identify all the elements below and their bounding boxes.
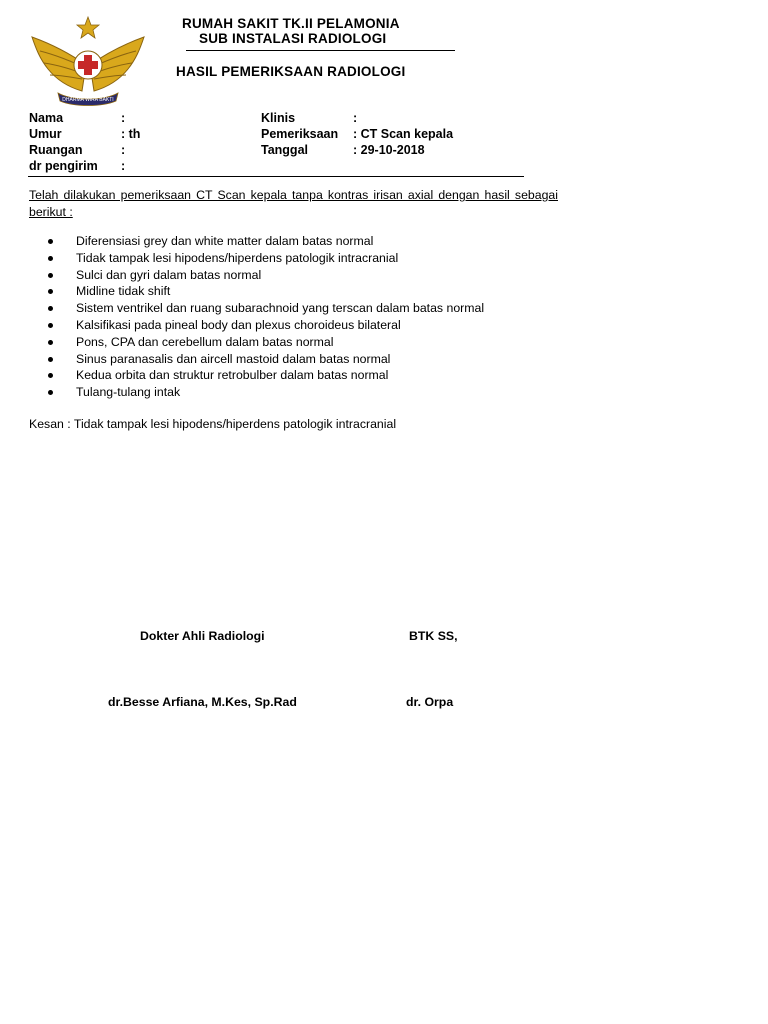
- finding-item: [46, 384, 484, 401]
- bullet-icon: [48, 256, 53, 261]
- bullet-icon: [48, 340, 53, 345]
- finding-item: [46, 300, 484, 317]
- finding-text: Pons, CPA dan cerebellum dalam batas normal: [76, 334, 334, 349]
- hospital-name: RUMAH SAKIT TK.II PELAMONIA: [182, 16, 400, 31]
- finding-text: Sistem ventrikel dan ruang subarachnoid yang terscan dalam batas normal: [76, 301, 485, 316]
- nama-label: Nama: [29, 111, 64, 125]
- klinis-label: Klinis: [261, 111, 296, 125]
- hospital-emblem-logo: [24, 15, 152, 107]
- department-name: SUB INSTALASI RADIOLOGI: [199, 31, 387, 46]
- finding-text: Kedua orbita dan struktur retrobulber dalam batas normal: [76, 368, 389, 383]
- finding-text: Tulang-tulang intak: [76, 385, 181, 400]
- finding-item: [46, 334, 484, 351]
- finding-item: [46, 367, 484, 384]
- finding-text: Diferensiasi grey dan white matter dalam batas normal: [76, 234, 374, 248]
- pengirim-label: dr pengirim: [29, 159, 98, 173]
- pemeriksaan-value: : CT Scan kepala: [353, 127, 454, 141]
- signature-right-name: dr. Orpa: [406, 695, 454, 709]
- finding-text: Midline tidak shift: [76, 284, 171, 299]
- finding-item: [46, 283, 484, 300]
- tanggal-value: : 29-10-2018: [353, 143, 425, 157]
- signature-left-title: Dokter Ahli Radiologi: [140, 629, 265, 643]
- umur-label: Umur: [29, 127, 62, 141]
- finding-item: [46, 317, 484, 334]
- signature-left-name: dr.Besse Arfiana, M.Kes, Sp.Rad: [108, 695, 297, 709]
- pengirim-value: :: [121, 159, 126, 173]
- finding-item: [46, 233, 484, 250]
- finding-text: Tidak tampak lesi hipodens/hiperdens patologik intracranial: [76, 250, 399, 265]
- bullet-icon: [48, 273, 53, 278]
- finding-item: [46, 267, 484, 284]
- finding-item: [46, 250, 484, 267]
- emblem-motto-text: DHARMA WIRA BAKTI: [62, 97, 114, 103]
- ruangan-label: Ruangan: [29, 143, 83, 157]
- finding-text: Sulci dan gyri dalam batas normal: [76, 267, 262, 282]
- bullet-icon: [48, 306, 53, 311]
- kesan-conclusion: Kesan : Tidak tampak lesi hipodens/hiperdens patologik intracranial: [29, 417, 397, 431]
- findings-list: [46, 233, 484, 401]
- bullet-icon: [48, 239, 53, 244]
- tanggal-label: Tanggal: [261, 143, 308, 157]
- pemeriksaan-label: Pemeriksaan: [261, 127, 339, 141]
- document-title: HASIL PEMERIKSAAN RADIOLOGI: [176, 64, 406, 79]
- bullet-icon: [48, 323, 53, 328]
- bullet-icon: [48, 289, 53, 294]
- bullet-icon: [48, 390, 53, 395]
- umur-value: : th: [121, 127, 141, 141]
- finding-text: Kalsifikasi pada pineal body dan plexus choroideus bilateral: [76, 317, 401, 332]
- finding-text: Sinus paranasalis dan aircell mastoid dalam batas normal: [76, 351, 391, 366]
- info-separator-line: [28, 176, 524, 177]
- bullet-icon: [48, 373, 53, 378]
- klinis-value: :: [353, 111, 358, 125]
- bullet-icon: [48, 357, 53, 362]
- header-underline: [186, 50, 455, 51]
- signature-right-title: BTK SS,: [409, 629, 458, 643]
- finding-item: [46, 351, 484, 368]
- report-intro: Telah dilakukan pemeriksaan CT Scan kepala tanpa kontras irisan axial dengan hasil sebagai berikut :: [29, 188, 558, 219]
- ruangan-value: :: [121, 143, 126, 157]
- nama-value: :: [121, 111, 126, 125]
